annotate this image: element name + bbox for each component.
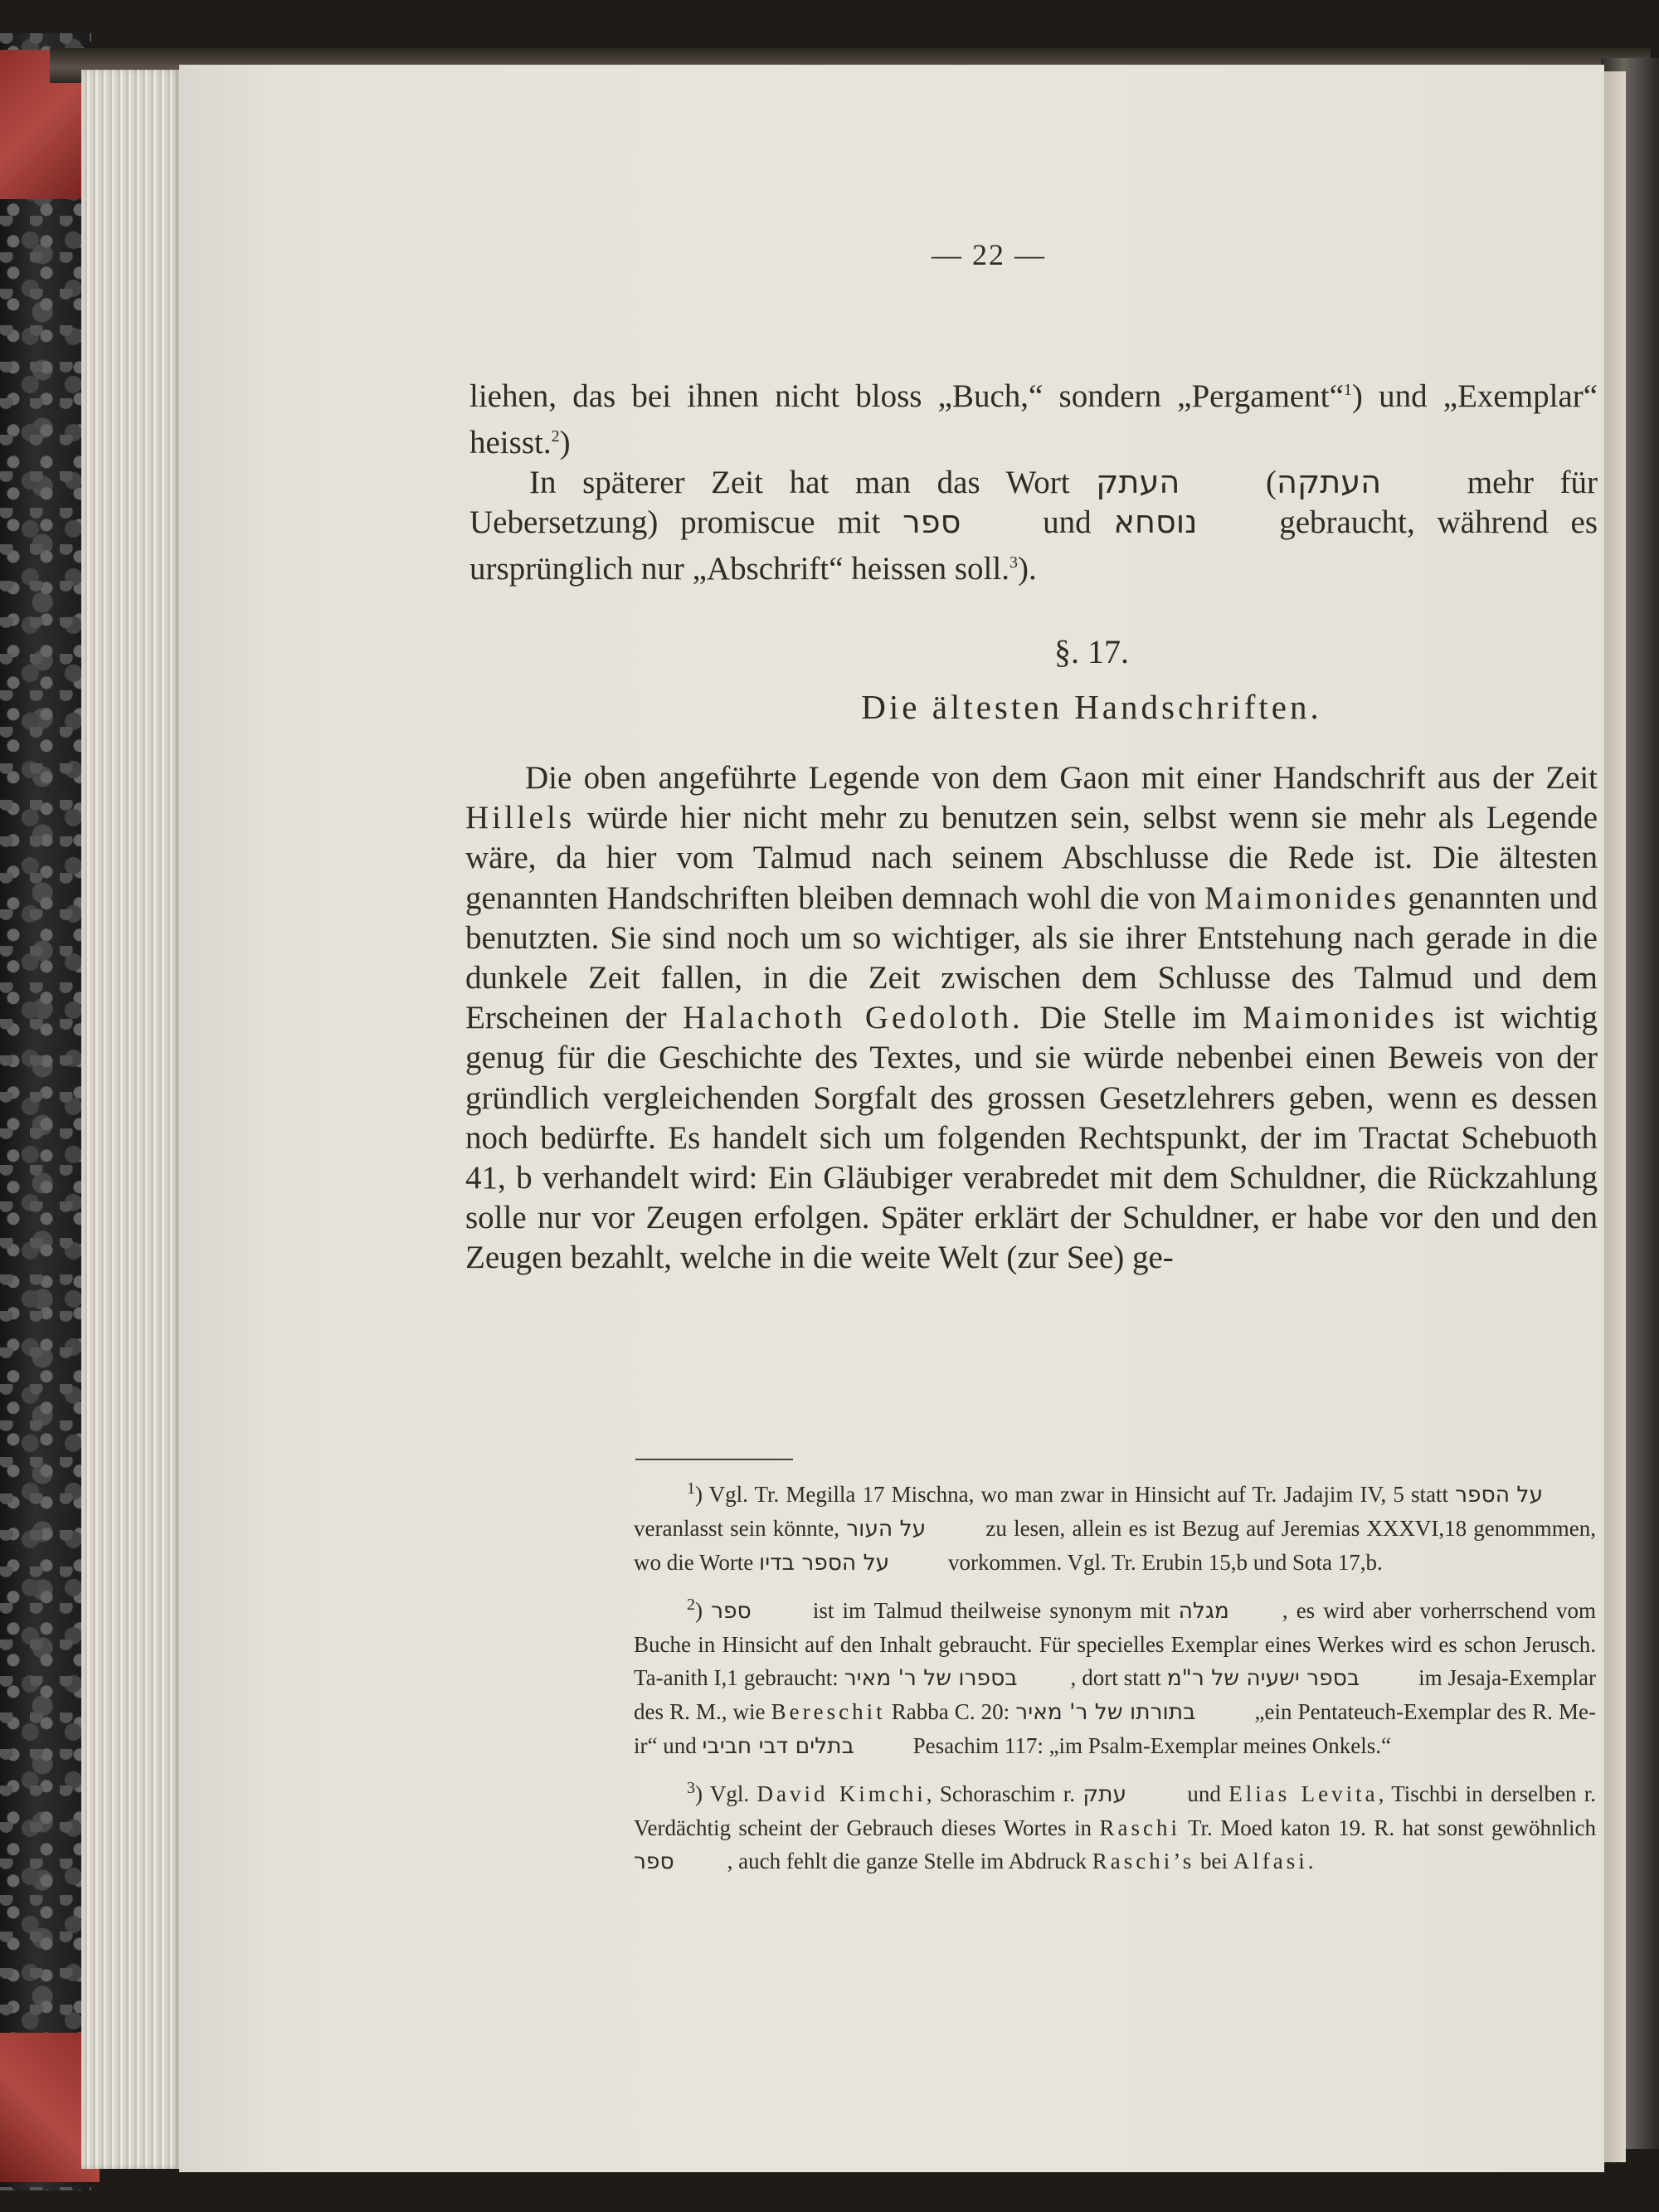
section-text-part-3: genannten und benutzten. Sie sind noch um so wichtiger, als sie ihrer Entstehung nach gerade in die dunkele Zeit fallen, in die Zeit zwischen dem Schlusse des Talmud und dem Erscheinen der: [465, 879, 1598, 1036]
footnote-3-raschi-2: Raschi’s: [1092, 1849, 1195, 1873]
top-text-line-5-end: ).: [1017, 551, 1037, 587]
top-text-line-1-end: ): [1351, 378, 1363, 414]
book-cover-left-board: [0, 33, 91, 2190]
footnote-3-raschi-1: Raschi: [1099, 1815, 1180, 1840]
footnote-2-bereschit: Bereschit: [771, 1699, 886, 1724]
footnote-1-text-1: Vgl. Tr. Megilla 17 Mischna, wo man zwar in Hinsicht auf Tr. Jadajim IV, 5 statt: [708, 1482, 1448, 1507]
next-page-edge: [1604, 71, 1626, 2162]
footnote-3-hebrew-2: ספר: [634, 1849, 674, 1874]
footnote-2-hebrew-2: מגלה: [1178, 1598, 1229, 1624]
footnote-1-marker: 1: [687, 1479, 695, 1498]
section-text-part-5: ist wichtig genug für die Geschichte des Textes, und sie würde nebenbei einen Beweis von der gründlich vergleichenden Sorgfalt des grossen Gesetzlehrers geben, wenn es dessen noch bedürfte. Es handelt sich um folgenden Rechtspunkt, der im Tractat Schebuoth 41, b verhandelt wird: Ein Gläubiger verabredet mit dem Schuldner, die Rückzahlung solle nur vor Zeugen erfolgen. Später erklärt der Schuldner, er habe vor den und den Zeugen bezahlt, welche in die weite Welt (zur See) ge-: [465, 1000, 1598, 1276]
top-text-line-5: es ursprünglich nur „Abschrift“ heissen soll.: [469, 504, 1598, 587]
section-text-part-2: würde hier nicht mehr zu benutzen sein, selbst wenn sie mehr als Legende wäre, da hier vom Talmud nach seinem Abschlusse die Rede ist. Die ältesten genannten Handschriften bleiben demnach wohl die von: [465, 800, 1598, 916]
footnote-1-text-2: veranlasst sein könnte,: [634, 1516, 840, 1541]
top-text-line-2: und „Exemplar“ heisst.: [469, 378, 1598, 460]
section-number: §. 17.: [1054, 633, 1129, 670]
footnote-1-text-4: vorkommen. Vgl. Tr. Erubin 15,b und Sota 17,b.: [947, 1550, 1383, 1575]
footnote-2-marker: 2: [687, 1596, 695, 1614]
footnote-divider: [635, 1459, 793, 1460]
work-title-halachoth-gedoloth: Halachoth Gedoloth.: [683, 1000, 1024, 1036]
name-hillels: Hillels: [465, 800, 575, 836]
hebrew-word-nuscha: נוסחא: [1113, 504, 1198, 541]
page-header: — 22 —: [932, 238, 1046, 271]
top-text-line-1: liehen, das bei ihnen nicht bloss „Buch,“ sondern „Pergament“: [469, 378, 1344, 414]
footnote-3-text-3: und: [1187, 1781, 1221, 1806]
footnote-marker-3: 3: [1009, 553, 1018, 572]
footnote-1-text-3: zu lesen, allein es ist Bezug auf Jeremias XXXVI,18 genommmen, wo die Worte: [634, 1516, 1597, 1575]
footnote-2-hebrew-1: ספר: [711, 1598, 752, 1624]
top-text-line-3-end: mehr für: [1467, 465, 1598, 500]
footnote-2-text-4: im Jesaja-Exemplar des R. M., wie: [634, 1665, 1597, 1724]
section-body-text: [465, 758, 1598, 1279]
hebrew-word-haatakah: העתקה: [1277, 465, 1382, 501]
footnote-2-text-2: , es wird aber vorherrschend vom Buche in Hinsicht auf den Inhalt gebraucht. Für specielles Exemplar eines Werkes wird es schon Jerusch. Ta-anith I,1 gebraucht:: [634, 1598, 1597, 1690]
footnote-3-text-1: Vgl.: [709, 1781, 750, 1806]
page-edges: [81, 70, 181, 2169]
footnote-2-hebrew-4: בספר ישעיה של ר"מ: [1166, 1665, 1360, 1691]
footnote-3-text-6: , auch fehlt die ganze Stelle im Abdruck: [727, 1849, 1087, 1873]
footnote-1: $^1$) Vgl. Tr. Megilla 17 Mischna, wo man zwar in Hinsicht auf Tr. Jadajim IV, 5 statt על הספר veranlasst sein könnte, על העור zu lesen, allein es ist Bezug auf Jeremias XXXVI,18 genommmen, wo die Worte על הספר בדיו vorkommen. Vgl. Tr. Erubin 15,b und Sota 17,b.: [634, 1472, 1596, 1580]
top-text-line-3-mid: (: [1266, 465, 1277, 500]
footnote-2-text-3: , dort statt: [1070, 1665, 1161, 1690]
hebrew-word-haatek: העתק: [1096, 465, 1180, 501]
name-maimonides-first: Maimonides: [1204, 879, 1400, 916]
footnote-2-text-6: „ein Pentateuch-Exemplar des R. Me-ir“ und: [634, 1699, 1597, 1758]
footnote-3-elias-levita: Elias Levita: [1228, 1781, 1379, 1806]
footnote-3: $^3$) Vgl. David Kimchi, Schoraschim r. עתק und Elias Levita, Tischbi in derselben r. Verdächtig scheint der Gebrauch dieses Wortes in Raschi Tr. Moed katon 19. R. hat sonst gewöhnlich ספר , auch fehlt die ganze Stelle im Abdruck Raschi’s bei Alfasi.: [634, 1771, 1596, 1878]
top-text-line-4-start: Uebersetzung) promiscue mit: [469, 504, 881, 540]
footnote-3-text-4: , Tischbi in derselben r. Verdächtig scheint der Gebrauch dieses Wortes in: [634, 1781, 1597, 1840]
hebrew-word-sefer: ספר: [902, 504, 961, 541]
footnote-2-text-1: ist im Talmud theilweise synonym mit: [812, 1598, 1170, 1623]
top-text-line-4-end: gebraucht, während: [1279, 504, 1549, 540]
name-maimonides-second: Maimonides: [1243, 1000, 1438, 1036]
footnote-2-text-7: Pesachim 117: „im Psalm-Exemplar meines Onkels.“: [912, 1733, 1391, 1758]
footnote-1-hebrew-2: על העור: [846, 1516, 927, 1542]
top-text-line-3-start: In späterer Zeit hat man das Wort: [529, 465, 1070, 500]
footnote-3-text-2: , Schoraschim r.: [926, 1781, 1075, 1806]
footnote-2-hebrew-3: בספרו של ר' מאיר: [844, 1665, 1018, 1691]
top-text-line-2-end: ): [559, 425, 571, 460]
section-title: Die ältesten Handschriften.: [861, 688, 1322, 726]
footnote-2-hebrew-6: בתלים דבי חביבי: [702, 1733, 854, 1759]
footnote-1-hebrew-3: על הספר בדיו: [759, 1550, 890, 1576]
footnote-3-marker: 3: [687, 1779, 695, 1797]
footnote-2: $^2$) ספר ist im Talmud theilweise synonym mit מגלה , es wird aber vorherrschend vom Buche in Hinsicht auf den Inhalt gebraucht. Für specielles Exemplar eines Werkes wird es schon Jerusch. Ta-anith I,1 gebraucht: בספרו של ר' מאיר , dort statt בספר ישעיה של ר"מ im Jesaja-Exemplar des R. M., wie Bereschit Rabba C. 20: בתורתו של ר' מאיר „ein Pentateuch-Exemplar des R. Me-ir“ und בתלים דבי חביבי Pesachim 117: „im Psalm-Exemplar meines Onkels.“: [634, 1588, 1596, 1763]
book-page: [179, 65, 1604, 2172]
top-text-line-4-mid: und: [1043, 504, 1092, 540]
footnote-3-hebrew-1: עתק: [1082, 1781, 1127, 1807]
footnote-marker-1: 1: [1343, 381, 1352, 399]
top-body-text: [469, 370, 1598, 589]
top-line-1: [469, 370, 1598, 463]
footnote-3-text-5: Tr. Moed katon 19. R. hat sonst gewöhnlich: [1187, 1815, 1596, 1840]
footnote-3-alfasi: Alfasi.: [1233, 1849, 1317, 1873]
section-paragraph: [465, 758, 1598, 1279]
footnotes: [634, 1472, 1596, 1887]
footnote-3-david-kimchi: David Kimchi: [757, 1781, 927, 1806]
footnote-2-text-5: Rabba C. 20:: [891, 1699, 1010, 1724]
footnote-3-text-7: bei: [1199, 1849, 1228, 1873]
footnote-2-hebrew-5: בתורתו של ר' מאיר: [1015, 1699, 1196, 1725]
section-text-part-4: Die Stelle im: [1039, 1000, 1227, 1036]
top-paragraph: [469, 463, 1598, 589]
footnote-marker-2: 2: [551, 427, 560, 446]
section-text-part-1: Die oben angeführte Legende von dem Gaon mit einer Handschrift aus der Zeit: [525, 760, 1598, 796]
footnote-1-hebrew-1: על הספר: [1455, 1482, 1543, 1508]
